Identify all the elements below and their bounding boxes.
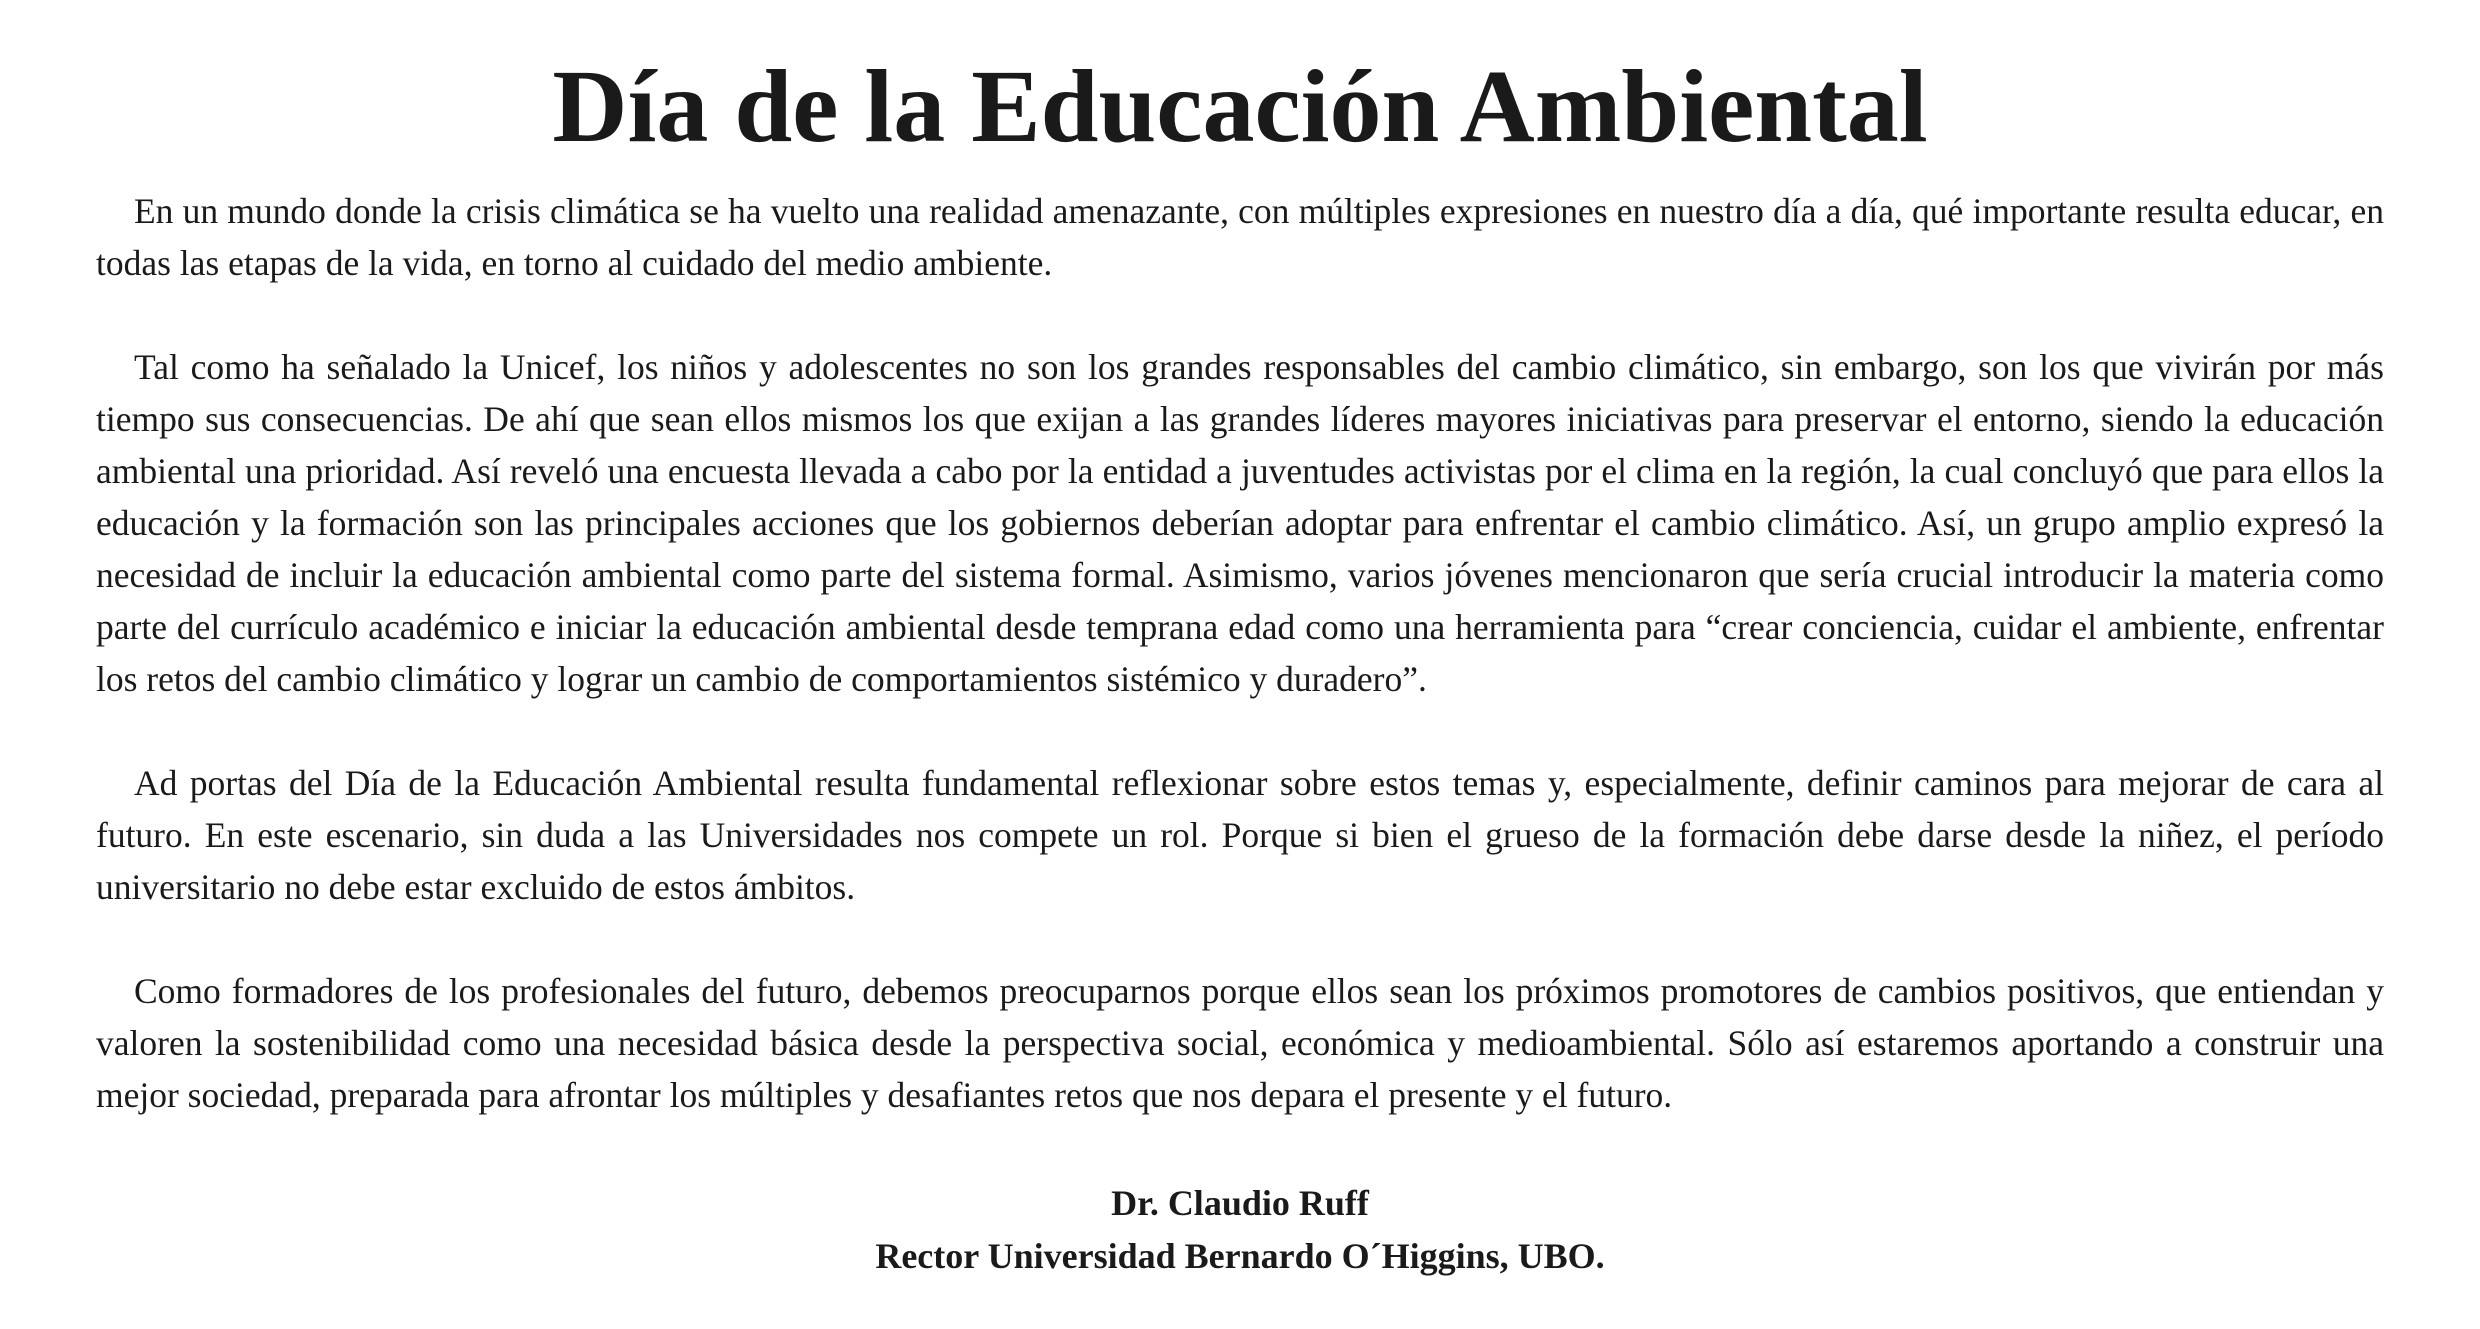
article-body <box>96 185 2384 1173</box>
paragraph-2: Tal como ha señalado la Unicef, los niños y adolescentes no son los grandes responsables del cambio climático, sin embargo, son los que vivirán por más tiempo sus consecuencias. De ahí que sean ellos mismos los que exijan a las grandes líderes mayores iniciativas para preservar el entorno, siendo la educación ambiental una prioridad. Así reveló una encuesta llevada a cabo por la entidad a juventudes activistas por el clima en la región, la cual concluyó que para ellos la educación y la formación son las principales acciones que los gobiernos deberían adoptar para enfrentar el cambio climático. Así, un grupo amplio expresó la necesidad de incluir la educación ambiental como parte del sistema formal. Asimismo, varios jóvenes mencionaron que sería crucial introducir la materia como parte del currículo académico e iniciar la educación ambiental desde temprana edad como una herramienta para “crear conciencia, cuidar el ambiente, enfrentar los retos del cambio climático y lograr un cambio de comportamientos sistémico y duradero”. <box>96 347 2384 699</box>
author-role: Rector Universidad Bernardo O´Higgins, UBO. <box>875 1236 1605 1276</box>
paragraph-1: En un mundo donde la crisis climática se ha vuelto una realidad amenazante, con múltiples expresiones en nuestro día a día, qué importante resulta educar, en todas las etapas de la vida, en torno al cuidado del medio ambiente. <box>96 191 2384 283</box>
paragraph-3: Ad portas del Día de la Educación Ambiental resulta fundamental reflexionar sobre estos temas y, especialmente, definir caminos para mejorar de cara al futuro. En este escenario, sin duda a las Universidades nos compete un rol. Porque si bien el grueso de la formación debe darse desde la niñez, el período universitario no debe estar excluido de estos ámbitos. <box>96 763 2384 907</box>
article-title: Día de la Educación Ambiental <box>552 49 1928 164</box>
author-name: Dr. Claudio Ruff <box>1111 1183 1369 1223</box>
paragraph-4: Como formadores de los profesionales del futuro, debemos preocuparnos porque ellos sean los próximos promotores de cambios positivos, que entiendan y valoren la sostenibilidad como una necesidad básica desde la perspectiva social, económica y medioambiental. Sólo así estaremos aportando a construir una mejor sociedad, preparada para afrontar los múltiples y desafiantes retos que nos depara el presente y el futuro. <box>96 971 2384 1115</box>
author-signature <box>0 1177 2480 1283</box>
